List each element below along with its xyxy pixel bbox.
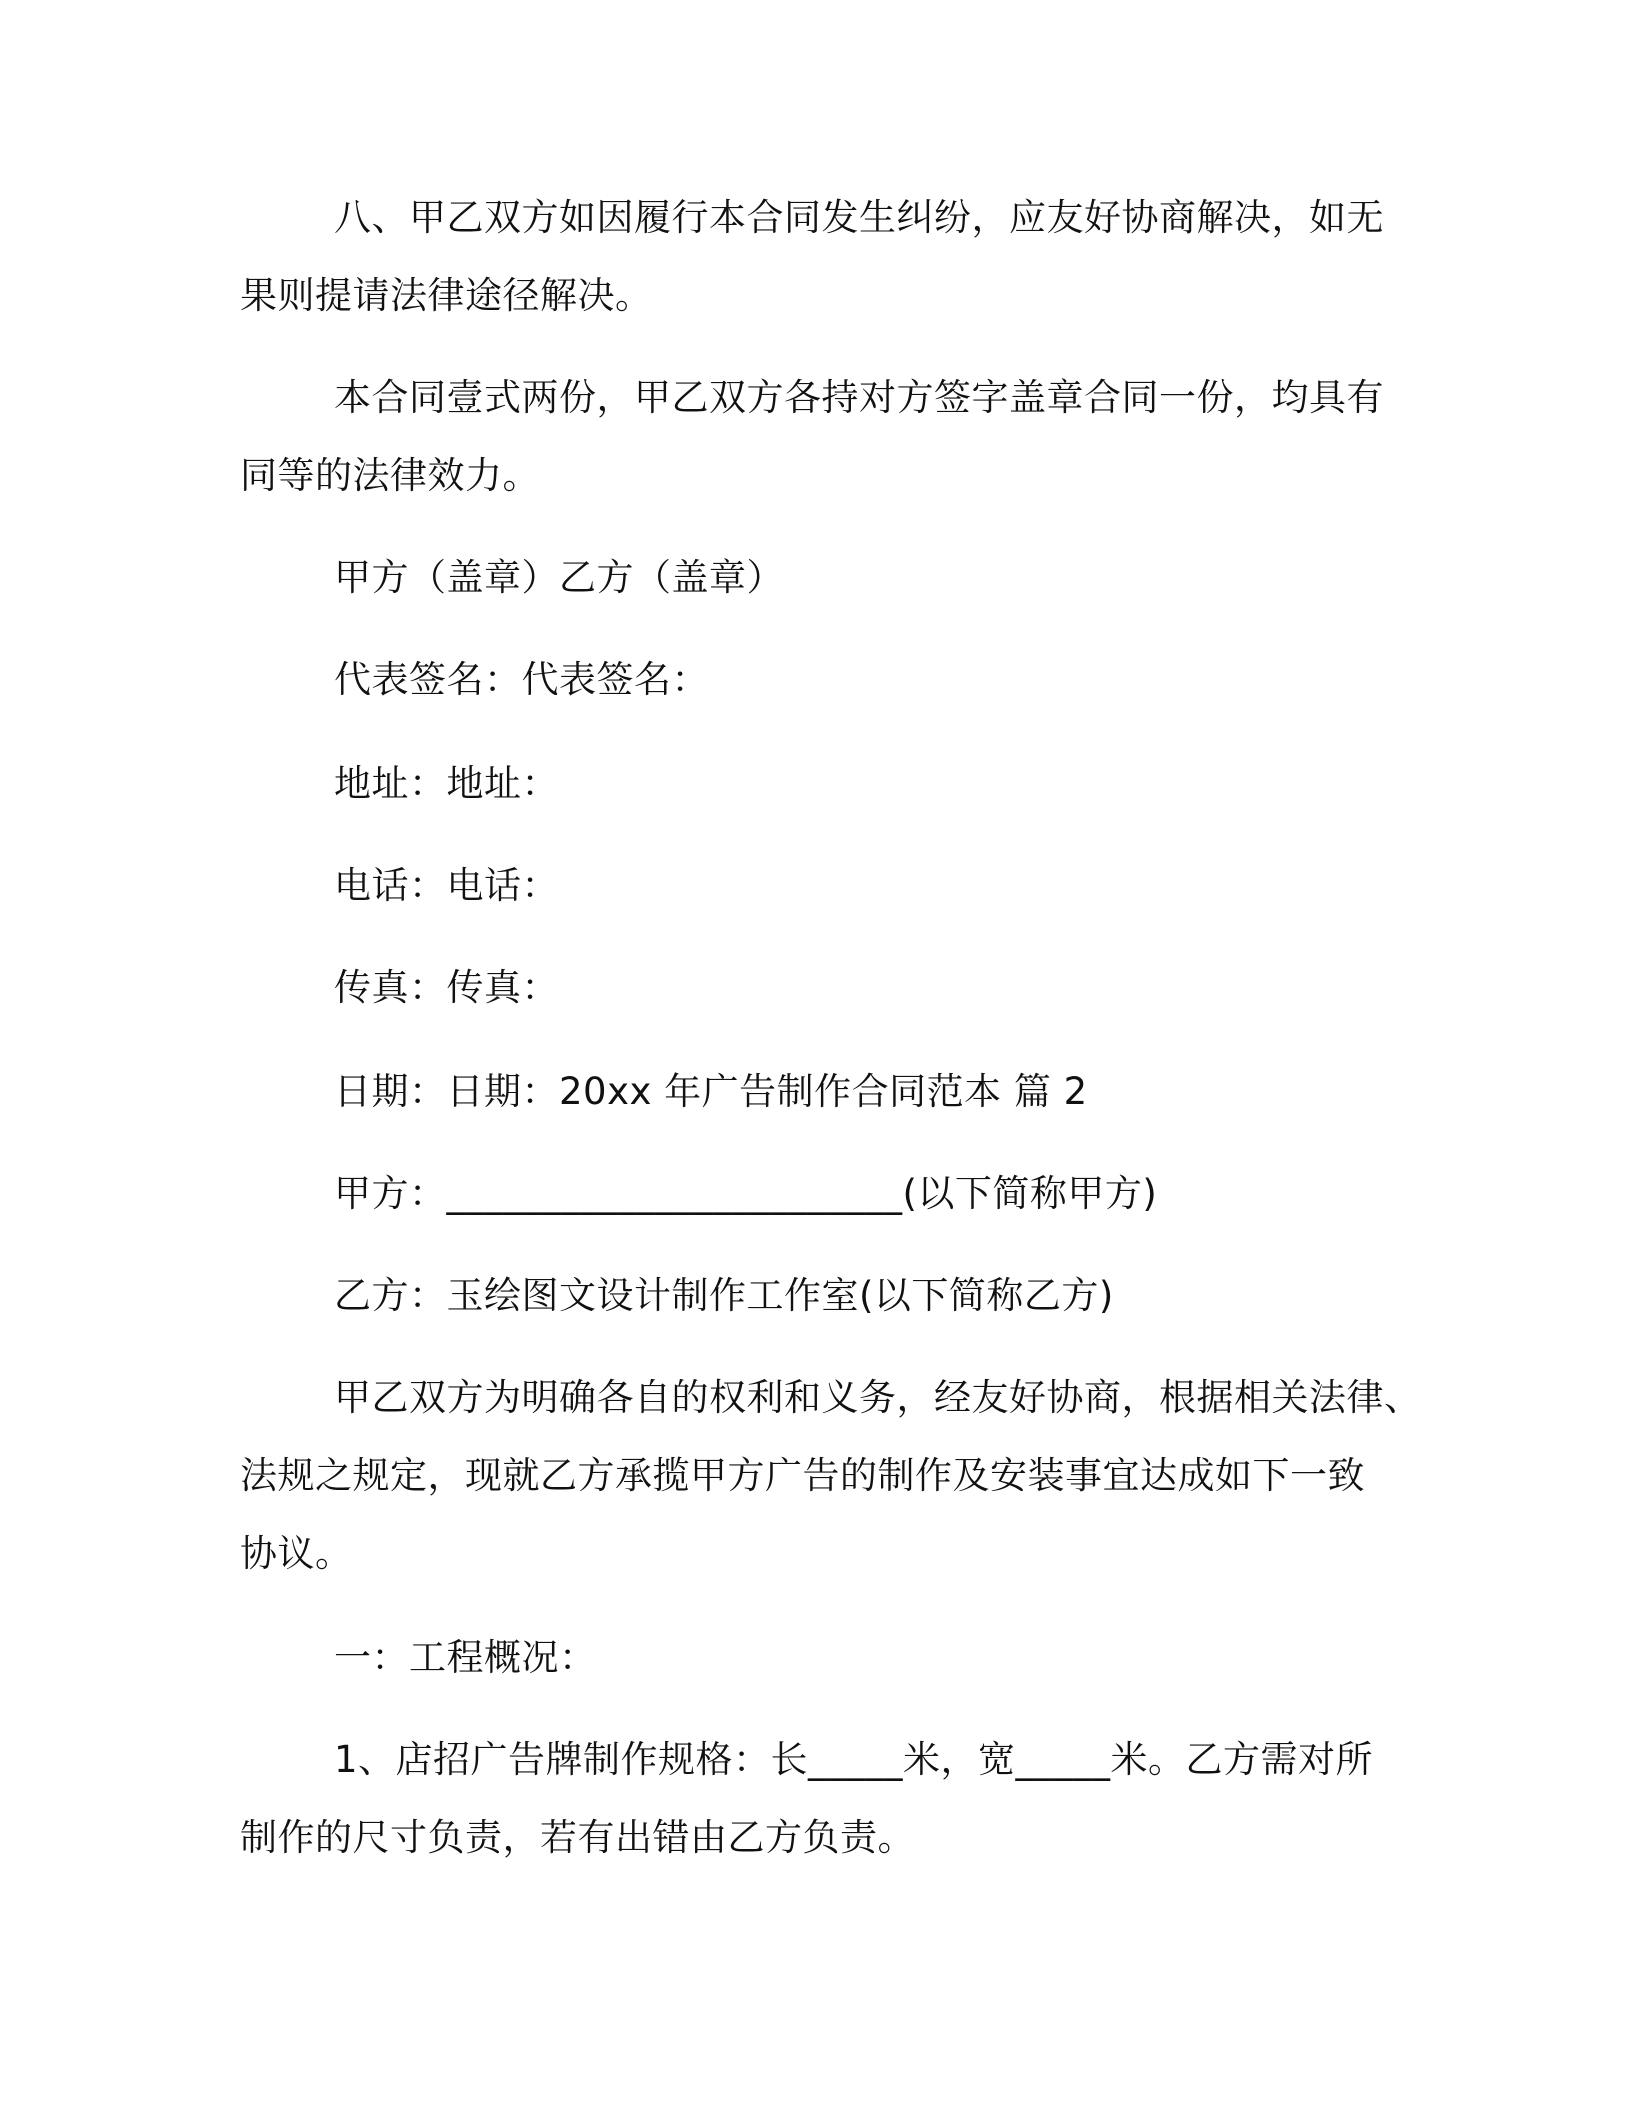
address-line: 地址：地址：: [334, 762, 559, 805]
copies-clause-line-2: 同等的法律效力。: [240, 454, 540, 497]
signature-line: 代表签名：代表签名：: [334, 658, 709, 701]
party-a-line: 甲方：________________________(以下简称甲方): [334, 1172, 1158, 1215]
intro-line-1: 甲乙双方为明确各自的权利和义务，经友好协商，根据相关法律、: [334, 1376, 1422, 1419]
intro-line-3: 协议。: [240, 1532, 353, 1575]
item-1-line-2: 制作的尺寸负责，若有出错由乙方负责。: [240, 1816, 915, 1859]
seal-line: 甲方（盖章）乙方（盖章）: [334, 556, 784, 599]
section-1-heading: 一：工程概况：: [334, 1636, 597, 1679]
phone-line: 电话：电话：: [334, 864, 559, 907]
intro-line-2: 法规之规定，现就乙方承揽甲方广告的制作及安装事宜达成如下一致: [240, 1454, 1365, 1497]
clause-8-line-2: 果则提请法律途径解决。: [240, 274, 653, 317]
clause-8-line-1: 八、甲乙双方如因履行本合同发生纠纷，应友好协商解决，如无: [334, 196, 1384, 239]
party-b-line: 乙方：玉绘图文设计制作工作室(以下简称乙方): [334, 1274, 1114, 1317]
copies-clause-line-1: 本合同壹式两份，甲乙双方各持对方签字盖章合同一份，均具有: [334, 376, 1384, 419]
fax-line: 传真：传真：: [334, 966, 559, 1009]
date-line: 日期：日期：20xx 年广告制作合同范本 篇 2: [334, 1070, 1088, 1113]
item-1-line-1: 1、店招广告牌制作规格：长_____米，宽_____米。乙方需对所: [334, 1738, 1374, 1781]
